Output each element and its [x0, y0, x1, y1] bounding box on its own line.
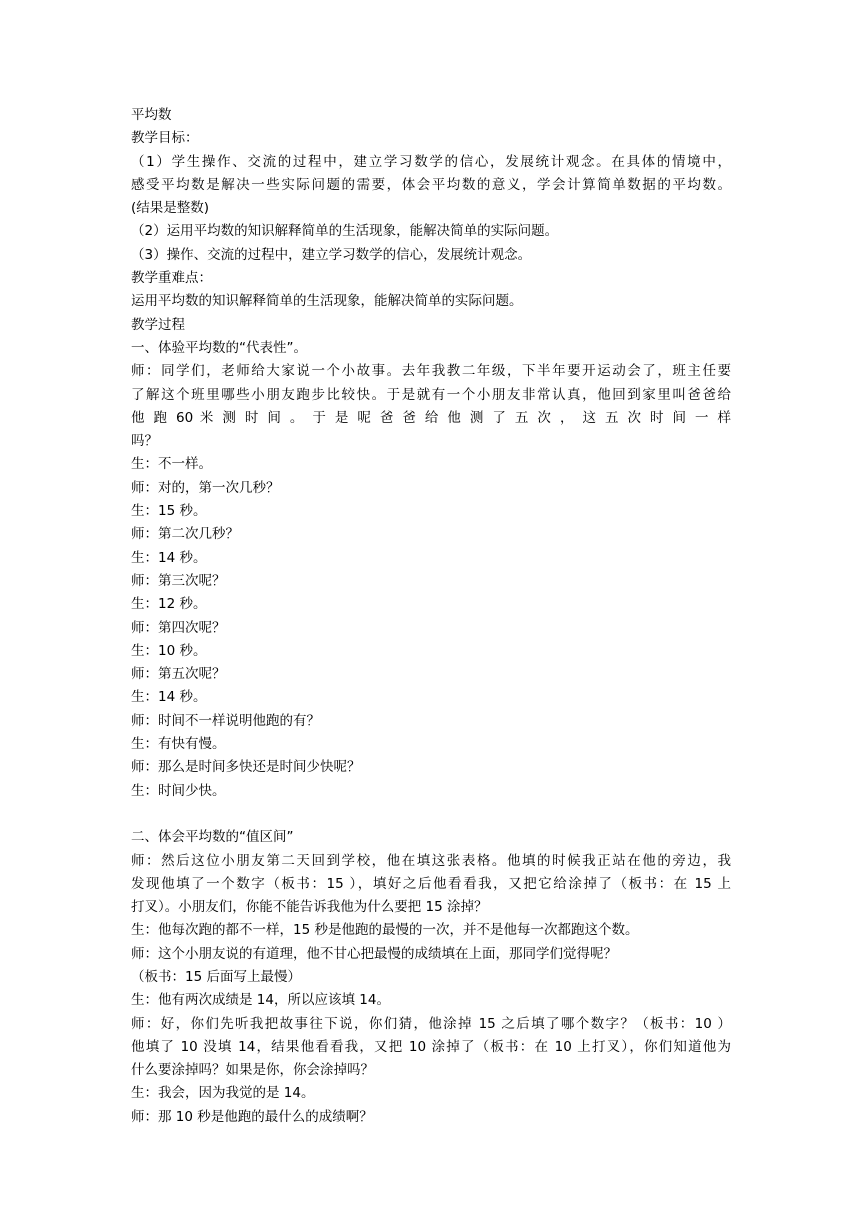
dialogue-line: 生：有快有慢。 — [131, 736, 226, 753]
section-2-paragraph-line: 发现他填了一个数字（板书：15 ），填好之后他看看我，又把它给涂掉了（板书：在 15 上 — [131, 875, 731, 892]
process-heading: 教学过程 — [131, 316, 185, 333]
dialogue-line: 师：时间不一样说明他跑的有？ — [131, 712, 320, 729]
goal-2: （2）运用平均数的知识解释简单的生活现象，能解决简单的实际问题。 — [131, 223, 559, 240]
section-1-paragraph-line: 他 跑 60 米 测 时 间 。 于 是 呢 爸 爸 给 他 测 了 五 次 ， 这 五 次 时 间 一 样 — [131, 409, 731, 426]
dialogue-line: （板书：15 后面写上最慢） — [131, 968, 301, 985]
document-page — [131, 104, 731, 1129]
dialogue-line: 生：他每次跑的都不一样，15 秒是他跑的最慢的一次，并不是他每一次都跑这个数。 — [131, 922, 639, 939]
dialogue-line: 师：第三次呢？ — [131, 572, 226, 589]
goal-1-line-1: （1）学生操作、交流的过程中，建立学习数学的信心，发展统计观念。在具体的情境中， — [131, 153, 731, 170]
dialogue-line: 师：对的，第一次几秒？ — [131, 479, 280, 496]
section-2-paragraph-line: 什么要涂掉吗？如果是你，你会涂掉吗？ — [131, 1062, 374, 1079]
dialogue-line: 生：15 秒。 — [131, 503, 207, 520]
goals-heading: 教学目标： — [131, 130, 199, 147]
dialogue-line: 师：第四次呢？ — [131, 619, 226, 636]
dialogue-line: 生：12 秒。 — [131, 596, 207, 613]
goal-3: （3）操作、交流的过程中，建立学习数学的信心，发展统计观念。 — [131, 246, 532, 263]
dialogue-line: 师：第二次几秒？ — [131, 526, 239, 543]
goal-1-line-3: (结果是整数) — [131, 200, 210, 217]
dialogue-line: 生：时间少快。 — [131, 782, 226, 799]
dialogue-line: 师：第五次呢？ — [131, 666, 226, 683]
paragraph-spacer — [131, 803, 731, 826]
dialogue-line: 师：那 10 秒是他跑的最什么的成绩啊？ — [131, 1108, 373, 1125]
dialogue-line: 生：14 秒。 — [131, 549, 207, 566]
section-2-paragraph-line: 师：好，你们先听我把故事往下说，你们猜，他涂掉 15 之后填了哪个数字？（板书：10 ） — [131, 1015, 731, 1032]
section-1-paragraph-line: 吗？ — [131, 433, 158, 450]
section-2-paragraph-line: 他填了 10 没填 14，结果他看看我，又把 10 涂掉了（板书：在 10 上打叉），你们知道他为 — [131, 1038, 731, 1055]
goal-1-line-2: 感受平均数是解决一些实际问题的需要，体会平均数的意义，学会计算简单数据的平均数。 — [131, 176, 731, 193]
section-2-heading: 二、体会平均数的“值区间” — [131, 829, 294, 846]
key-points-heading: 教学重难点： — [131, 270, 212, 287]
section-1-paragraph-line: 师：同学们，老师给大家说一个小故事。去年我教二年级，下半年要开运动会了，班主任要 — [131, 363, 731, 380]
section-2-paragraph-line: 师：然后这位小朋友第二天回到学校，他在填这张表格。他填的时候我正站在他的旁边，我 — [131, 852, 731, 869]
dialogue-line: 生：14 秒。 — [131, 689, 207, 706]
key-points-text: 运用平均数的知识解释简单的生活现象，能解决简单的实际问题。 — [131, 293, 523, 310]
section-2-paragraph-line: 打叉）。小朋友们，你能不能告诉我他为什么要把 15 涂掉？ — [131, 899, 488, 916]
dialogue-line: 生：他有两次成绩是 14，所以应该填 14。 — [131, 992, 390, 1009]
dialogue-line: 生：我会，因为我觉的是 14。 — [131, 1085, 315, 1102]
section-1-heading: 一、体验平均数的“代表性”。 — [131, 339, 307, 356]
dialogue-line: 师：那么是时间多快还是时间少快呢？ — [131, 759, 361, 776]
section-1-paragraph-line: 了解这个班里哪些小朋友跑步比较快。于是就有一个小朋友非常认真，他回到家里叫爸爸给 — [131, 386, 731, 403]
dialogue-line: 生：10 秒。 — [131, 642, 207, 659]
dialogue-line: 生：不一样。 — [131, 456, 212, 473]
document-title: 平均数 — [131, 107, 172, 123]
dialogue-line: 师：这个小朋友说的有道理，他不甘心把最慢的成绩填在上面，那同学们觉得呢？ — [131, 945, 617, 962]
